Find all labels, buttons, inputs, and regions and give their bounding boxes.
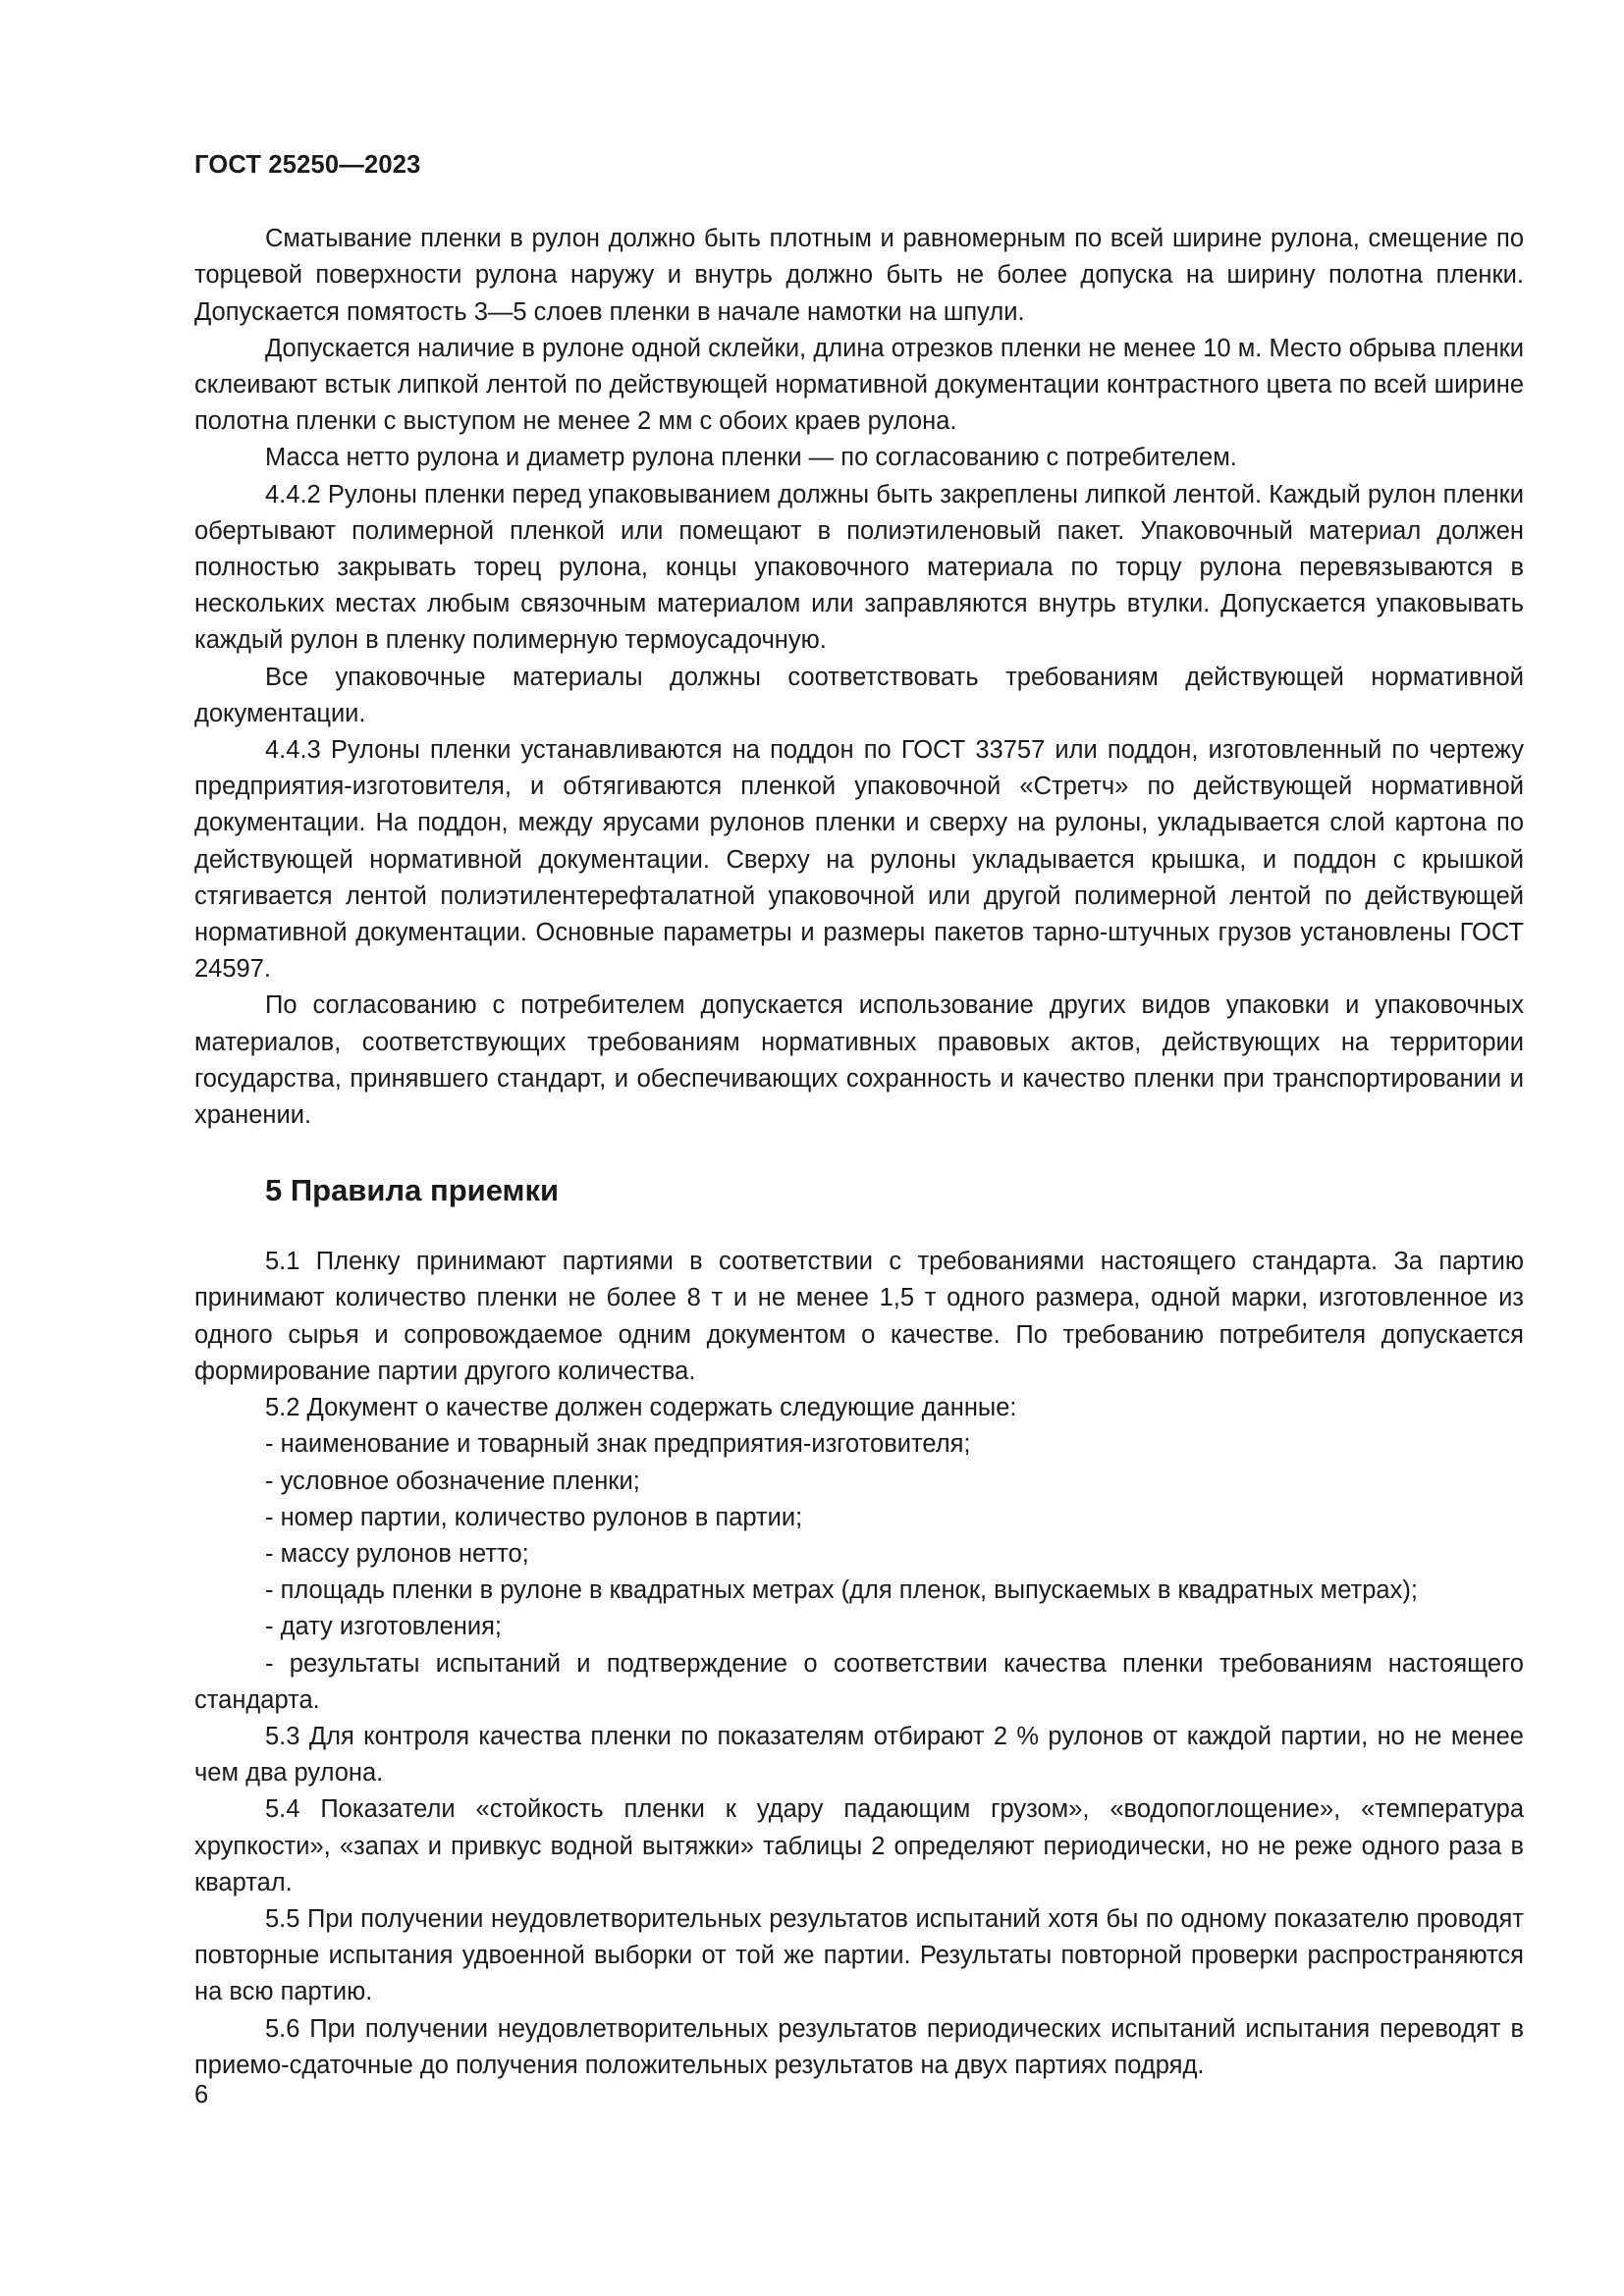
list-item: - номер партии, количество рулонов в партии; xyxy=(265,1503,803,1531)
list-item: - дату изготовления; xyxy=(265,1613,502,1641)
list-item: - условное обозначение пленки; xyxy=(265,1467,640,1495)
paragraph: 5.4 Показатели «стойкость пленки к удару падающим грузом», «водопоглощение», «температура хрупкости», «запах и привкус водной вытяжки» таблицы 2 определяют периодически, но не реже одного раза в квартал. xyxy=(194,1795,1524,1896)
document-header: ГОСТ 25250—2023 xyxy=(194,151,421,179)
paragraph: 4.4.3 Рулоны пленки устанавливаются на поддон по ГОСТ 33757 или поддон, изготовленный по чертежу предприятия-изготовителя, и обтягиваются пленкой упаковочной «Стретч» по действующей нормативной документации. На поддон, между ярусами рулонов пленки и сверху на рулоны, укладывается слой картона по действующей нормативной документации. Сверху на рулоны укладывается крышка, и поддон с крышкой стягивается лентой полиэтилентерефталатной упаковочной или другой полимерной лентой по действующей нормативной документации. Основные параметры и размеры пакетов тарно-штучных грузов установлены ГОСТ 24597. xyxy=(194,736,1524,984)
paragraph: 5.2 Документ о качестве должен содержать следующие данные: xyxy=(265,1394,1017,1422)
paragraph: 5.5 При получении неудовлетворительных результатов испытаний хотя бы по одному показателю проводят повторные испытания удвоенной выборки от той же партии. Результаты повторной проверки распространяются на всю партию. xyxy=(194,1904,1524,2006)
paragraph: 5.6 При получении неудовлетворительных результатов периодических испытаний испытания переводят в приемо-сдаточные до получения положительных результатов на двух партиях подряд. xyxy=(194,2014,1524,2079)
paragraph: 5.3 Для контроля качества пленки по показателям отбирают 2 % рулонов от каждой партии, но не менее чем два рулона. xyxy=(194,1722,1524,1788)
paragraph: Масса нетто рулона и диаметр рулона пленки — по согласованию с потребителем. xyxy=(265,444,1237,472)
paragraph: Все упаковочные материалы должны соответствовать требованиям действующей нормативной документации. xyxy=(194,663,1524,727)
section-title: 5 Правила приемки xyxy=(265,1173,560,1208)
list-item: - наименование и товарный знак предприятия-изготовителя; xyxy=(265,1430,971,1459)
list-item: - площадь пленки в рулоне в квадратных метрах (для пленок, выпускаемых в квадратных метрах); xyxy=(265,1576,1418,1605)
list-item: - массу рулонов нетто; xyxy=(265,1539,529,1568)
document-page xyxy=(194,147,1524,2084)
list-item: - результаты испытаний и подтверждение о соответствии качества пленки требованиям настоящего стандарта. xyxy=(194,1649,1524,1714)
paragraph: 4.4.2 Рулоны пленки перед упаковыванием должны быть закреплены липкой лентой. Каждый рулон пленки обертывают полимерной пленкой или помещают в полиэтиленовый пакет. Упаковочный материал должен полностью закрывать торец рулона, концы упаковочного материала по торцу рулона перевязываются в нескольких местах любым связочным материалом или заправляются внутрь втулки. Допускается упаковывать каждый рулон в пленку полимерную термоусадочную. xyxy=(194,480,1524,655)
paragraph: По согласованию с потребителем допускается использование других видов упаковки и упаковочных материалов, соответствующих требованиям нормативных правовых актов, действующих на территории государства, принявшего стандарт, и обеспечивающих сохранность и качество пленки при транспортировании и хранении. xyxy=(194,991,1524,1130)
paragraph: Сматывание пленки в рулон должно быть плотным и равномерным по всей ширине рулона, смещение по торцевой поверхности рулона наружу и внутрь должно быть не более допуска на ширину полотна пленки. Допускается помятость 3—5 слоев пленки в начале намотки на шпули. xyxy=(194,225,1524,326)
paragraph: 5.1 Пленку принимают партиями в соответствии с требованиями настоящего стандарта. За партию принимают количество пленки не более 8 т и не менее 1,5 т одного размера, одной марки, изготовленное из одного сырья и сопровождаемое одним документом о качестве. По требованию потребителя допускается формирование партии другого количества. xyxy=(194,1248,1524,1385)
paragraph: Допускается наличие в рулоне одной склейки, длина отрезков пленки не менее 10 м. Место обрыва пленки склеивают встык липкой лентой по действующей нормативной документации контрастного цвета по всей ширине полотна пленки с выступом не менее 2 мм с обоих краев рулона. xyxy=(194,334,1524,436)
page-number: 6 xyxy=(194,2081,209,2109)
